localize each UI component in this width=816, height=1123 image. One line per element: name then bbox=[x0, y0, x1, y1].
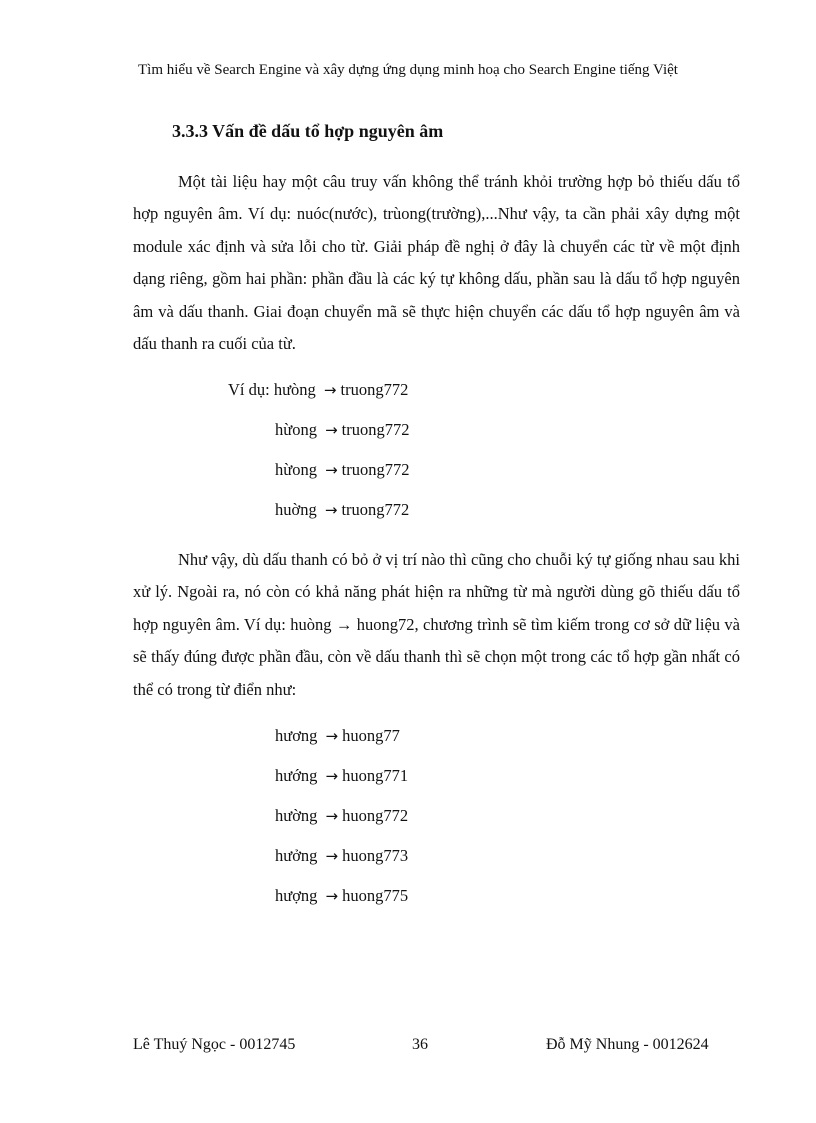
arrow-icon: → bbox=[325, 847, 339, 865]
example-word: hưởng bbox=[275, 846, 318, 865]
example-code: truong772 bbox=[341, 420, 410, 439]
example-line bbox=[228, 380, 408, 400]
footer-author-right: Đỗ Mỹ Nhung - 0012624 bbox=[546, 1036, 709, 1053]
example-code: truong772 bbox=[340, 380, 409, 399]
example-word: hừong bbox=[275, 460, 317, 479]
arrow-icon: → bbox=[325, 807, 339, 825]
example-line bbox=[275, 886, 408, 906]
arrow-icon: → bbox=[325, 421, 338, 439]
example-line bbox=[275, 420, 410, 440]
example-line bbox=[275, 806, 408, 826]
example-prefix: Ví dụ: bbox=[228, 380, 270, 399]
example-code: huong77 bbox=[342, 726, 400, 745]
paragraph-text: Như vậy, dù dấu thanh có bỏ ở vị trí nào thì cũng cho chuỗi ký tự giống nhau sau khi xử lý. Ngoài ra, nó còn có khả năng phát hiện ra những từ mà người dùng gõ thiếu dấu tổ hợp nguyên âm. Ví dụ: huòng → huong72, chương trình sẽ tìm kiếm trong cơ sở dữ liệu và sẽ thấy đúng được phần đầu, còn về dấu thanh thì sẽ chọn một trong các tổ hợp gần nhất có thể có trong từ điển như: bbox=[133, 550, 740, 699]
example-line bbox=[275, 460, 410, 480]
arrow-icon: → bbox=[323, 381, 337, 399]
paragraph-text: Một tài liệu hay một câu truy vấn không thể tránh khỏi trường hợp bỏ thiếu dấu tổ hợp nguyên âm. Ví dụ: nuóc(nước), trùong(trường),...Như vậy, ta cần phải xây dựng một module xác định và sửa lỗi cho từ. Giải pháp đề nghị ở đây là chuyển các từ về một định dạng riêng, gồm hai phần: phần đầu là các ký tự không dấu, phần sau là dấu tổ hợp nguyên âm và dấu thanh. Giai đoạn chuyển mã sẽ thực hiện chuyển các dấu tổ hợp nguyên âm và dấu thanh ra cuối của từ. bbox=[133, 172, 740, 354]
example-line bbox=[275, 726, 400, 746]
arrow-icon: → bbox=[325, 887, 339, 905]
example-line bbox=[275, 500, 409, 520]
example-word: hường bbox=[275, 806, 318, 825]
example-code: huong772 bbox=[342, 806, 409, 825]
paragraph bbox=[133, 166, 740, 360]
example-code: huong771 bbox=[342, 766, 409, 785]
example-word: hượng bbox=[275, 886, 318, 905]
arrow-icon: → bbox=[325, 727, 339, 745]
page-header: Tìm hiểu về Search Engine và xây dựng ứng dụng minh hoạ cho Search Engine tiếng Việt bbox=[138, 62, 678, 78]
section-heading: 3.3.3 Vấn đề dấu tổ hợp nguyên âm bbox=[172, 121, 444, 141]
example-code: huong775 bbox=[342, 886, 409, 905]
example-word: hương bbox=[275, 726, 318, 745]
example-word: hưòng bbox=[273, 380, 316, 399]
example-word: huờng bbox=[275, 500, 317, 519]
example-code: truong772 bbox=[341, 500, 410, 519]
example-code: huong773 bbox=[342, 846, 409, 865]
arrow-icon: → bbox=[325, 461, 338, 479]
example-line bbox=[275, 766, 408, 786]
arrow-icon: → bbox=[325, 767, 339, 785]
example-line bbox=[275, 846, 408, 866]
page-number: 36 bbox=[412, 1036, 428, 1053]
paragraph bbox=[133, 544, 740, 706]
example-word: hướng bbox=[275, 766, 318, 785]
footer-author-left: Lê Thuý Ngọc - 0012745 bbox=[133, 1036, 296, 1053]
arrow-icon: → bbox=[324, 501, 338, 519]
example-word: hừong bbox=[275, 420, 317, 439]
example-code: truong772 bbox=[341, 460, 410, 479]
